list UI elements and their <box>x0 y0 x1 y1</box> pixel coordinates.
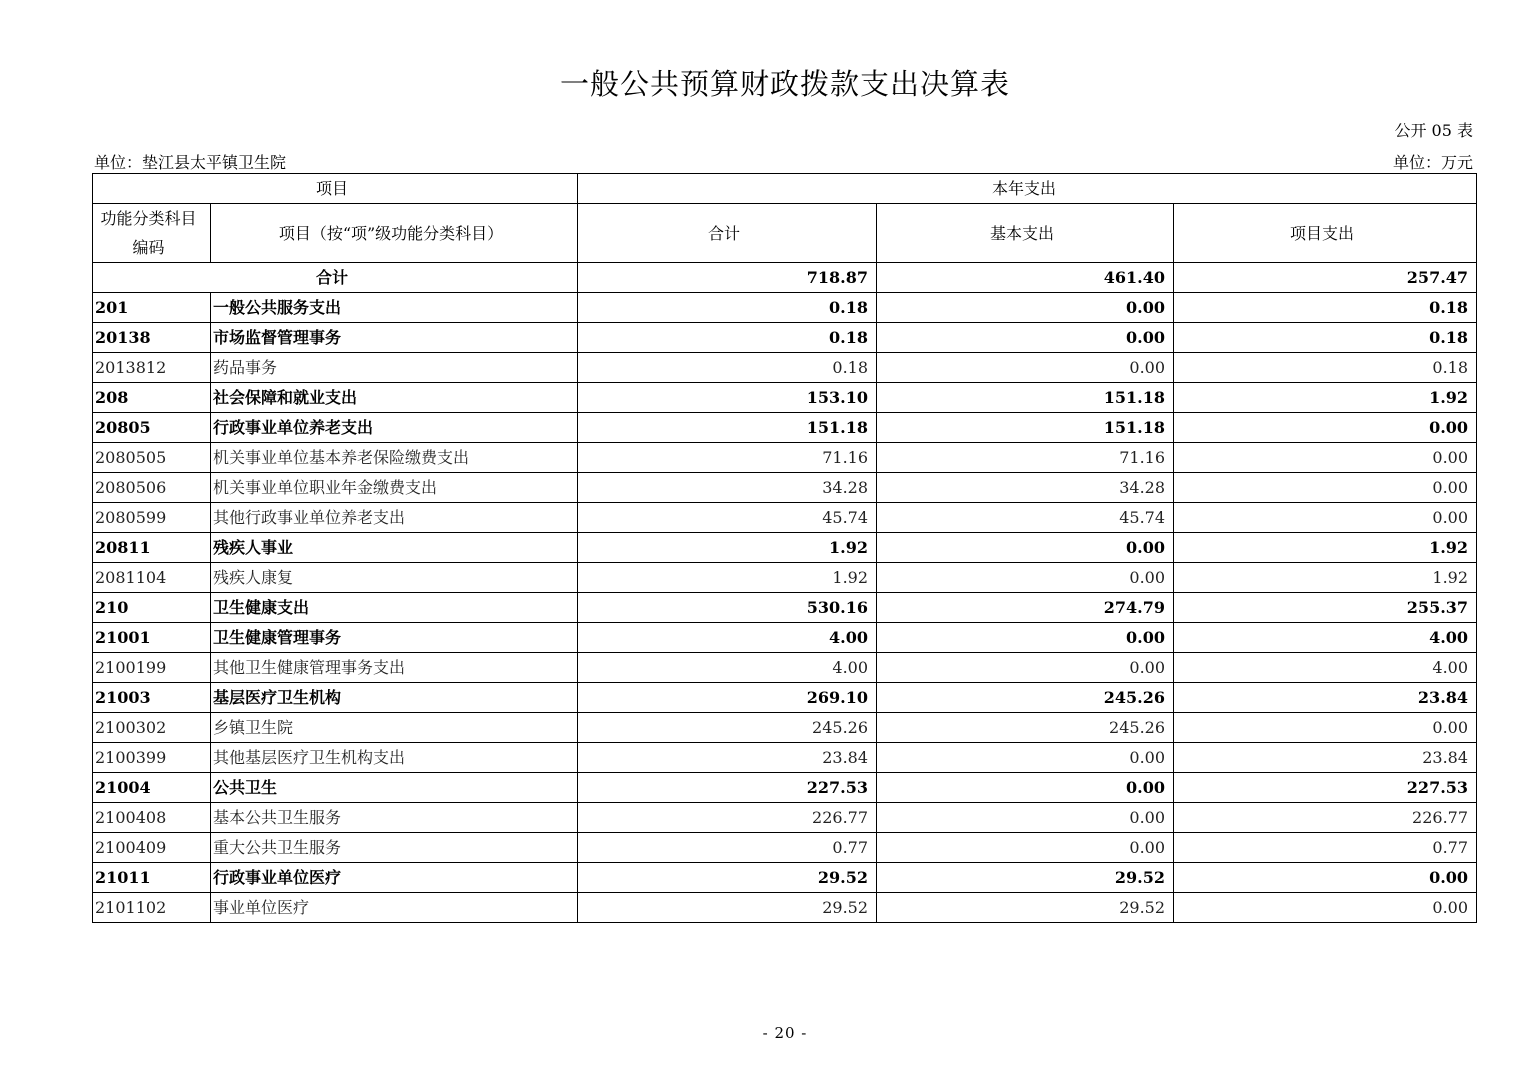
row-total: 226.77 <box>578 803 877 833</box>
total-basic: 461.40 <box>877 263 1174 293</box>
row-basic: 0.00 <box>877 533 1174 563</box>
row-total: 4.00 <box>578 623 877 653</box>
row-project: 23.84 <box>1174 683 1477 713</box>
table-row <box>93 623 1477 653</box>
row-name: 机关事业单位职业年金缴费支出 <box>211 473 578 503</box>
row-project: 4.00 <box>1174 623 1477 653</box>
header-row-columns <box>93 204 1477 263</box>
row-basic: 0.00 <box>877 803 1174 833</box>
row-name: 公共卫生 <box>211 773 578 803</box>
table-row <box>93 893 1477 923</box>
row-project: 0.00 <box>1174 713 1477 743</box>
row-name: 药品事务 <box>211 353 578 383</box>
row-code: 208 <box>93 383 211 413</box>
row-code: 2080506 <box>93 473 211 503</box>
row-name: 残疾人事业 <box>211 533 578 563</box>
table-row <box>93 683 1477 713</box>
row-code: 21003 <box>93 683 211 713</box>
row-total: 45.74 <box>578 503 877 533</box>
row-code: 20138 <box>93 323 211 353</box>
row-code: 201 <box>93 293 211 323</box>
table-row <box>93 863 1477 893</box>
row-basic: 34.28 <box>877 473 1174 503</box>
row-basic: 245.26 <box>877 683 1174 713</box>
page-title: 一般公共预算财政拨款支出决算表 <box>559 67 1010 101</box>
unit-organization: 单位：垫江县太平镇卫生院 <box>94 153 287 172</box>
table-row <box>93 413 1477 443</box>
row-basic: 151.18 <box>877 383 1174 413</box>
table-row <box>93 353 1477 383</box>
row-code: 20805 <box>93 413 211 443</box>
row-total: 0.18 <box>578 293 877 323</box>
row-basic: 0.00 <box>877 623 1174 653</box>
row-basic: 0.00 <box>877 323 1174 353</box>
header-code: 功能分类科目编码 <box>93 204 211 263</box>
total-project: 257.47 <box>1174 263 1477 293</box>
row-project: 4.00 <box>1174 653 1477 683</box>
row-code: 2101102 <box>93 893 211 923</box>
row-total: 23.84 <box>578 743 877 773</box>
row-name: 机关事业单位基本养老保险缴费支出 <box>211 443 578 473</box>
row-total: 245.26 <box>578 713 877 743</box>
row-project: 1.92 <box>1174 563 1477 593</box>
row-basic: 29.52 <box>877 893 1174 923</box>
header-total: 合计 <box>578 204 877 263</box>
row-total: 227.53 <box>578 773 877 803</box>
row-project: 0.00 <box>1174 863 1477 893</box>
row-code: 2081104 <box>93 563 211 593</box>
row-project: 1.92 <box>1174 533 1477 563</box>
total-sum: 718.87 <box>578 263 877 293</box>
row-basic: 0.00 <box>877 353 1174 383</box>
row-name: 基本公共卫生服务 <box>211 803 578 833</box>
row-basic: 71.16 <box>877 443 1174 473</box>
row-project: 255.37 <box>1174 593 1477 623</box>
row-code: 21011 <box>93 863 211 893</box>
row-code: 2080505 <box>93 443 211 473</box>
row-basic: 0.00 <box>877 743 1174 773</box>
row-basic: 0.00 <box>877 833 1174 863</box>
row-code: 210 <box>93 593 211 623</box>
row-name: 卫生健康支出 <box>211 593 578 623</box>
row-name: 行政事业单位养老支出 <box>211 413 578 443</box>
row-code: 21004 <box>93 773 211 803</box>
row-project: 227.53 <box>1174 773 1477 803</box>
table-row <box>93 503 1477 533</box>
row-total: 29.52 <box>578 893 877 923</box>
table-row <box>93 323 1477 353</box>
table-row <box>93 743 1477 773</box>
table-row <box>93 803 1477 833</box>
header-name: 项目（按“项”级功能分类科目） <box>211 204 578 263</box>
row-total: 151.18 <box>578 413 877 443</box>
row-name: 其他基层医疗卫生机构支出 <box>211 743 578 773</box>
row-total: 1.92 <box>578 563 877 593</box>
table-row <box>93 383 1477 413</box>
form-number: 公开 05 表 <box>1394 121 1473 140</box>
row-code: 20811 <box>93 533 211 563</box>
row-basic: 0.00 <box>877 653 1174 683</box>
header-basic: 基本支出 <box>877 204 1174 263</box>
row-project: 0.00 <box>1174 503 1477 533</box>
row-project: 0.18 <box>1174 293 1477 323</box>
row-code: 2013812 <box>93 353 211 383</box>
table-row <box>93 293 1477 323</box>
row-project: 0.00 <box>1174 413 1477 443</box>
row-project: 1.92 <box>1174 383 1477 413</box>
row-name: 乡镇卫生院 <box>211 713 578 743</box>
row-project: 0.18 <box>1174 353 1477 383</box>
page-number: - 20 - <box>762 1024 808 1042</box>
unit-currency: 单位：万元 <box>1392 153 1473 172</box>
row-name: 卫生健康管理事务 <box>211 623 578 653</box>
row-total: 0.77 <box>578 833 877 863</box>
row-name: 社会保障和就业支出 <box>211 383 578 413</box>
row-project: 0.00 <box>1174 893 1477 923</box>
table-row <box>93 773 1477 803</box>
table-row <box>93 713 1477 743</box>
header-current-year: 本年支出 <box>578 174 1477 204</box>
row-code: 2080599 <box>93 503 211 533</box>
total-label: 合计 <box>93 263 578 293</box>
row-total: 0.18 <box>578 323 877 353</box>
row-project: 0.18 <box>1174 323 1477 353</box>
row-total: 71.16 <box>578 443 877 473</box>
row-code: 2100399 <box>93 743 211 773</box>
table-row <box>93 533 1477 563</box>
row-code: 2100408 <box>93 803 211 833</box>
table-row <box>93 593 1477 623</box>
row-total: 4.00 <box>578 653 877 683</box>
row-basic: 274.79 <box>877 593 1174 623</box>
row-code: 2100409 <box>93 833 211 863</box>
row-total: 34.28 <box>578 473 877 503</box>
row-basic: 45.74 <box>877 503 1174 533</box>
row-total: 0.18 <box>578 353 877 383</box>
row-name: 其他行政事业单位养老支出 <box>211 503 578 533</box>
row-project: 0.77 <box>1174 833 1477 863</box>
row-project: 23.84 <box>1174 743 1477 773</box>
table-row <box>93 563 1477 593</box>
table-row <box>93 473 1477 503</box>
row-code: 21001 <box>93 623 211 653</box>
row-name: 事业单位医疗 <box>211 893 578 923</box>
row-basic: 0.00 <box>877 293 1174 323</box>
row-name: 其他卫生健康管理事务支出 <box>211 653 578 683</box>
header-project: 项目支出 <box>1174 204 1477 263</box>
row-code: 2100302 <box>93 713 211 743</box>
header-row-group <box>93 174 1477 204</box>
total-row <box>93 263 1477 293</box>
row-total: 269.10 <box>578 683 877 713</box>
expenditure-table <box>92 173 1477 923</box>
row-name: 市场监督管理事务 <box>211 323 578 353</box>
row-name: 一般公共服务支出 <box>211 293 578 323</box>
row-project: 226.77 <box>1174 803 1477 833</box>
header-item-group: 项目 <box>93 174 578 204</box>
row-code: 2100199 <box>93 653 211 683</box>
table-row <box>93 653 1477 683</box>
table-row <box>93 833 1477 863</box>
row-total: 1.92 <box>578 533 877 563</box>
row-basic: 0.00 <box>877 773 1174 803</box>
row-basic: 245.26 <box>877 713 1174 743</box>
row-total: 153.10 <box>578 383 877 413</box>
row-basic: 0.00 <box>877 563 1174 593</box>
row-name: 残疾人康复 <box>211 563 578 593</box>
table-row <box>93 443 1477 473</box>
row-total: 29.52 <box>578 863 877 893</box>
row-project: 0.00 <box>1174 473 1477 503</box>
row-basic: 29.52 <box>877 863 1174 893</box>
row-basic: 151.18 <box>877 413 1174 443</box>
row-project: 0.00 <box>1174 443 1477 473</box>
row-name: 行政事业单位医疗 <box>211 863 578 893</box>
row-name: 基层医疗卫生机构 <box>211 683 578 713</box>
row-total: 530.16 <box>578 593 877 623</box>
row-name: 重大公共卫生服务 <box>211 833 578 863</box>
